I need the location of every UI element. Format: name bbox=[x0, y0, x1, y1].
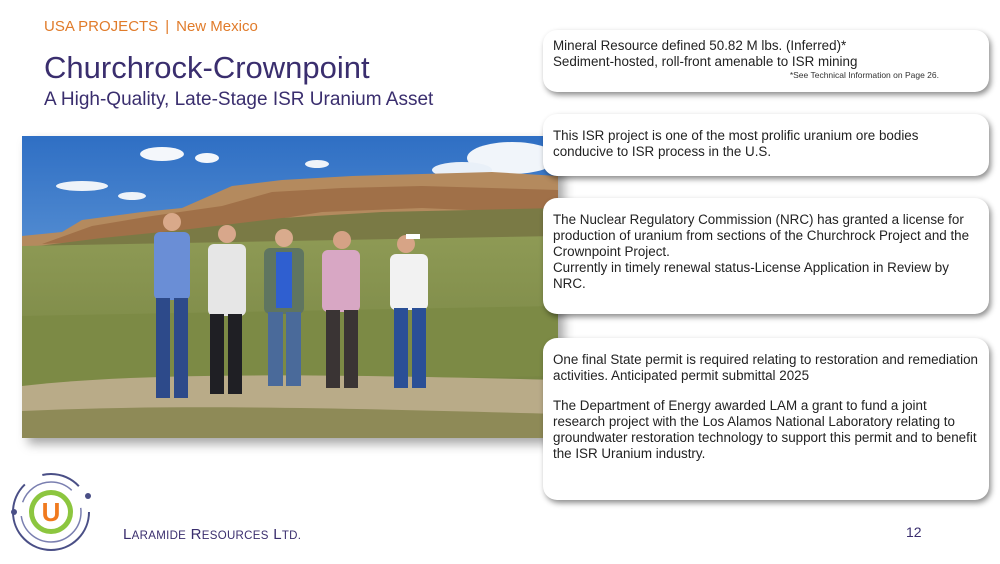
resource-line-2: Sediment-hosted, roll-front amenable to ISR mining bbox=[553, 54, 858, 69]
company-name: LARAMIDE RESOURCES LTD. bbox=[123, 526, 302, 543]
resource-footnote: *See Technical Information on Page 26. bbox=[789, 70, 939, 80]
resource-line-1: Mineral Resource defined 50.82 M lbs. (Inferred)* bbox=[553, 38, 847, 53]
region-label: USA PROJECTS bbox=[44, 18, 159, 35]
logo-letter: U bbox=[41, 497, 61, 527]
state-label: New Mexico bbox=[176, 18, 258, 35]
kicker-separator: | bbox=[165, 18, 170, 35]
nrc-text-2: Currently in timely renewal status-License Application in Review by NRC. bbox=[553, 260, 949, 291]
page-number: 12 bbox=[906, 524, 922, 540]
card-prolific bbox=[543, 114, 989, 176]
nrc-text-1: The Nuclear Regulatory Commission (NRC) has granted a license for production of uranium from sections of the Churchrock Project and the Crownpoint Project. bbox=[553, 212, 970, 259]
page-subtitle: A High-Quality, Late-Stage ISR Uranium Asset bbox=[44, 89, 434, 110]
card-nrc-license bbox=[543, 198, 989, 314]
state-permit-text: One final State permit is required relating to restoration and remediation activities. Anticipated permit submittal 2025 bbox=[553, 352, 979, 383]
company-logo bbox=[6, 466, 96, 556]
card-permits-grant bbox=[543, 338, 989, 500]
card-mineral-resource bbox=[543, 30, 989, 92]
prolific-text: This ISR project is one of the most prolific uranium ore bodies conducive to ISR process in the U.S. bbox=[553, 128, 919, 159]
project-site-photo bbox=[22, 136, 558, 438]
doe-grant-text: The Department of Energy awarded LAM a grant to fund a joint research project with the Los Alamos National Laboratory relating to groundwater restoration technology to support this permit and to benefit the ISR Uranium industry. bbox=[553, 398, 977, 461]
section-kicker bbox=[44, 18, 258, 35]
page-title: Churchrock-Crownpoint bbox=[44, 50, 370, 85]
